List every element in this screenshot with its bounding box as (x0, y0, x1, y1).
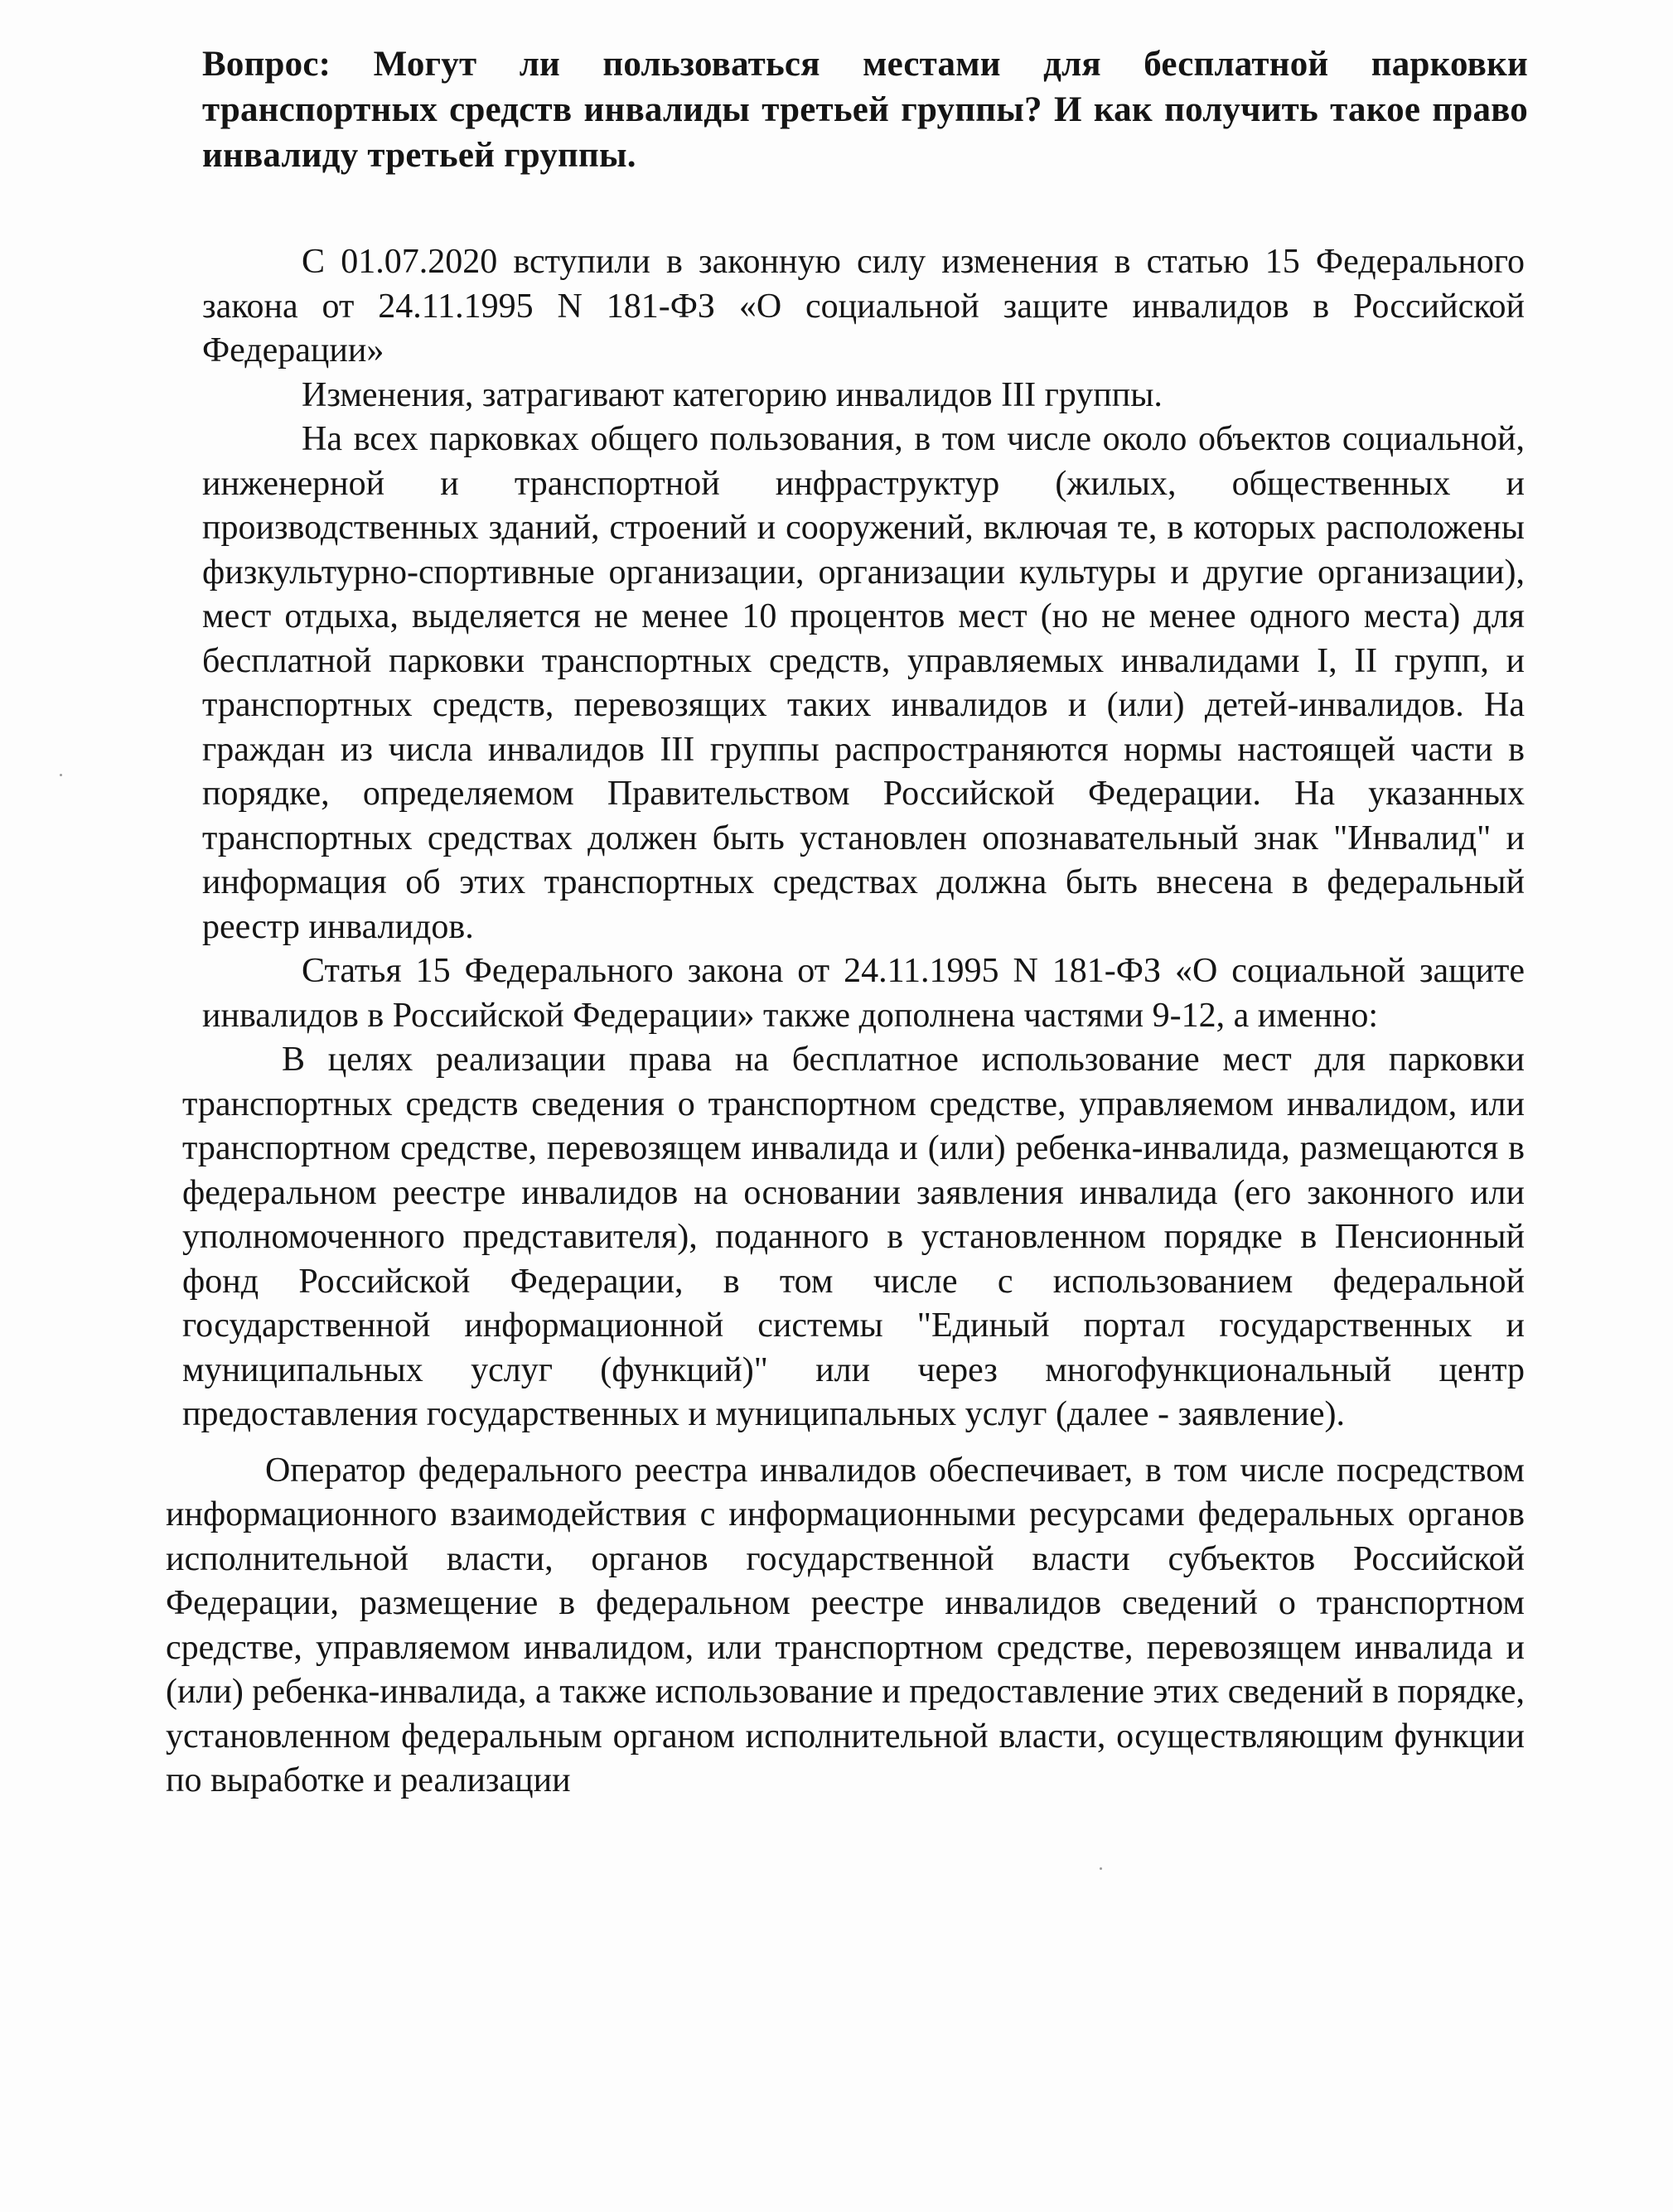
paragraph-article-15-addition: Статья 15 Федерального закона от 24.11.1995 N 181-ФЗ «О социальной защите инвалидов в Российской Федерации» также дополнена частями 9-12, а именно: (202, 952, 1525, 1035)
scan-speck (1100, 1867, 1102, 1870)
paragraph-changes-category: Изменения, затрагивают категорию инвалидов III группы. (302, 375, 1163, 414)
paragraph-law-amendment: С 01.07.2020 вступили в законную силу изменения в статью 15 Федерального закона от 24.11.1995 N 181-ФЗ «О социальной защите инвалидов в Российской Федерации» (202, 243, 1525, 369)
paragraph-registry-application: В целях реализации права на бесплатное использование мест для парковки транспортных средств сведения о транспортном средстве, управляемом инвалидом, или транспортном средстве, перевозящем инвалида и (или) ребенка-инвалида, размещаются в федеральном реестре инвалидов на основании заявления инвалида (его законного или уполномоченного представителя), поданного в установленном порядке в Пенсионный фонд Российской Федерации, в том числе с использованием федеральной государственной информационной системы "Единый портал государственных и муниципальных услуг (функций)" или через многофункциональный центр предоставления государственных и муниципальных услуг (далее - заявление). (182, 1041, 1525, 1433)
document-body (166, 240, 1525, 1804)
paragraph-parking-quota: На всех парковках общего пользования, в том числе около объектов социальной, инженерной и транспортной инфраструктур (жилых, общественных и производственных зданий, строений и сооружений, включая те, в которых расположены физкультурно-спортивные организации, организации культуры и другие организации), мест отдыха, выделяется не менее 10 процентов мест (но не менее одного места) для бесплатной парковки транспортных средств, управляемых инвалидами I, II групп, и транспортных средств, перевозящих таких инвалидов и (или) детей-инвалидов. На граждан из числа инвалидов III группы распространяются нормы настоящей части в порядке, определяемом Правительством Российской Федерации. На указанных транспортных средствах должен быть установлен опознавательный знак "Инвалид" и информация об этих транспортных средствах должна быть внесена в федеральный реестр инвалидов. (202, 420, 1525, 946)
scan-speck (60, 774, 62, 776)
paragraph-registry-operator: Оператор федерального реестра инвалидов обеспечивает, в том числе посредством информационного взаимодействия с информационными ресурсами федеральных органов исполнительной власти, органов государственной власти субъектов Российской Федерации, размещение в федеральном реестре инвалидов сведений о транспортном средстве, управляемом инвалидом, или транспортном средстве, перевозящем инвалида и (или) ребенка-инвалида, а также использование и предоставление этих сведений в порядке, установленном федеральным органом исполнительной власти, осуществляющим функции по выработке и реализации (166, 1451, 1525, 1799)
question-heading: Вопрос: Могут ли пользоваться местами для бесплатной парковки транспортных средств инвалиды третьей группы? И как получить такое право инвалиду третьей группы. (202, 45, 1528, 175)
